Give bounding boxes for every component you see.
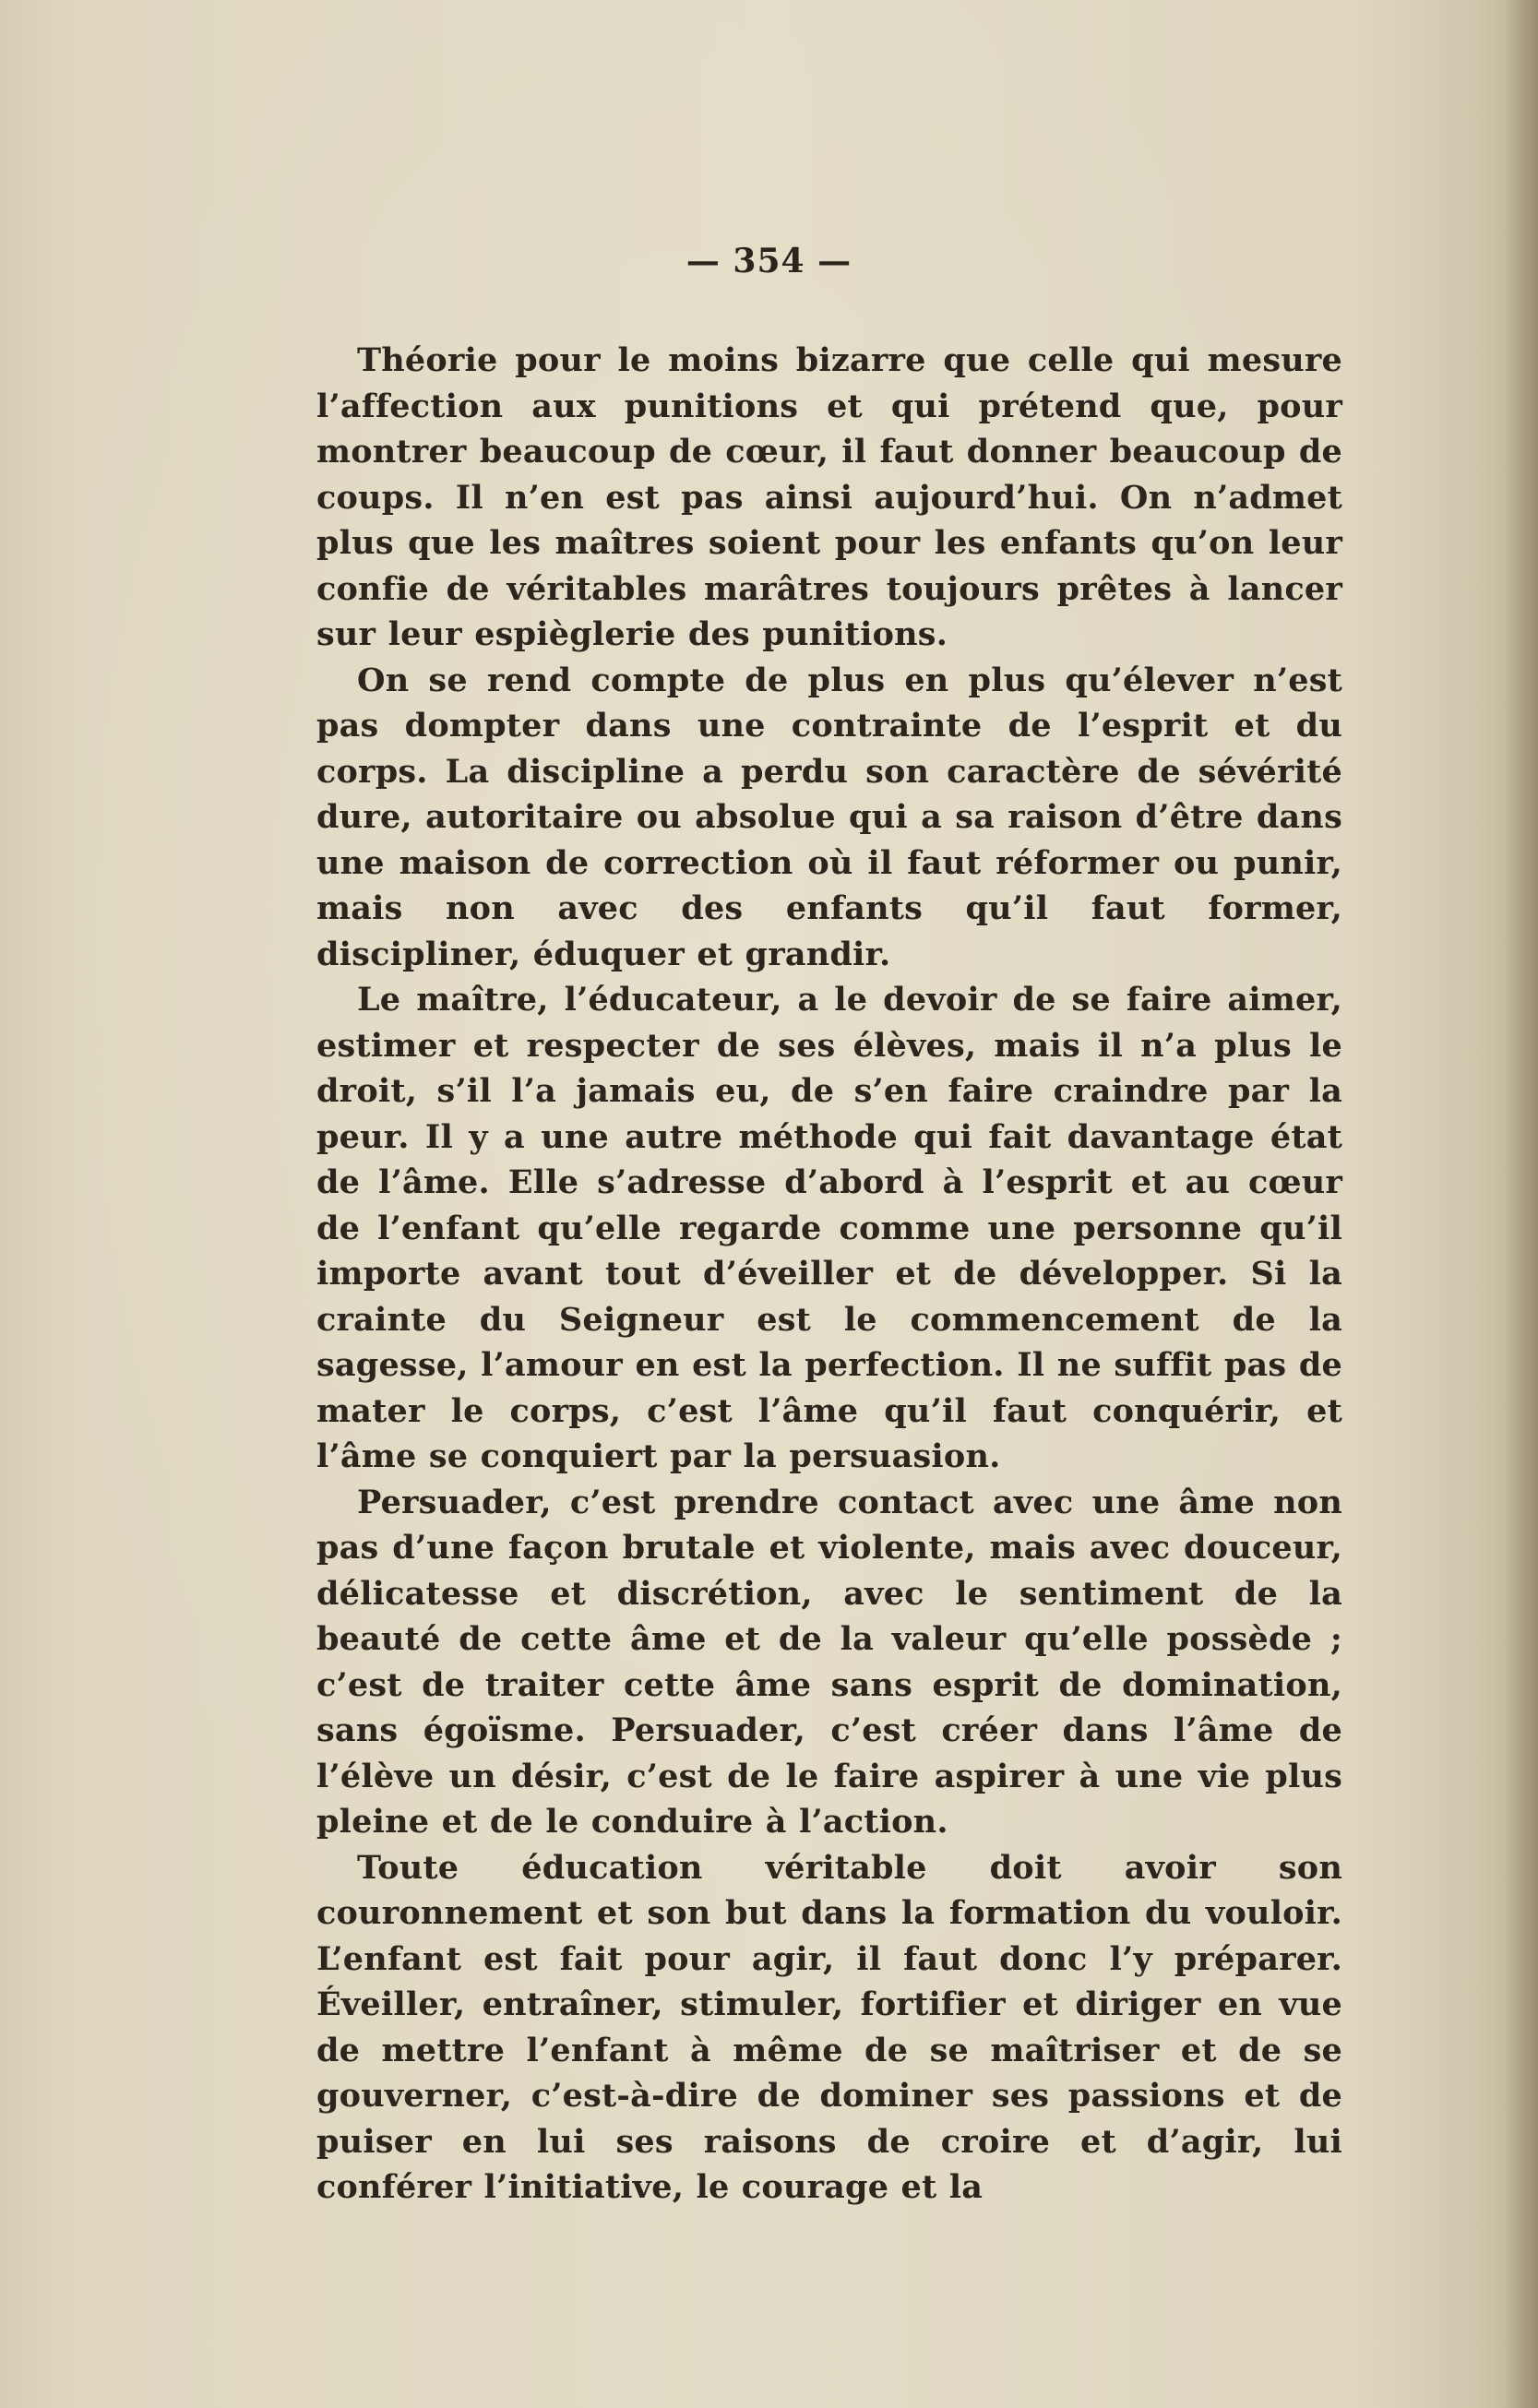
body-text (316, 338, 1342, 2211)
paragraph-3: Le maître, l’éducateur, a le devoir de se faire aimer, estimer et respecter de ses élèves, mais il n’a plus le droit, s’il l’a jamais eu, de s’en faire craindre par la peur. Il y a une autre méthode qui fait davantage état de l’âme. Elle s’adresse d’abord à l’esprit et au cœur de l’enfant qu’elle regarde comme une personne qu’il importe avant tout d’éveiller et de développer. Si la crainte du Seigneur est le commencement de la sagesse, l’amour en est la perfection. Il ne suffit pas de mater le corps, c’est l’âme qu’il faut conquérir, et l’âme se conquiert par la persuasion. (316, 981, 1342, 1475)
paragraph-2: On se rend compte de plus en plus qu’élever n’est pas dompter dans une contrainte de l’esprit et du corps. La discipline a perdu son caractère de sévérité dure, autoritaire ou absolue qui a sa raison d’être dans une maison de correction où il faut réformer ou punir, mais non avec des enfants qu’il faut former, discipliner, éduquer et grandir. (316, 661, 1342, 973)
page-number: — 354 — (686, 242, 852, 280)
paragraph-5: Toute éducation véritable doit avoir son couronnement et son but dans la formation du vouloir. L’enfant est fait pour agir, il faut donc l’y préparer. Éveiller, entraîner, stimuler, fortifier et diriger en vue de mettre l’enfant à même de se maîtriser et de se gouverner, c’est-à-dire de dominer ses passions et de puiser en lui ses raisons de croire et d’agir, lui conférer l’initiative, le courage et la (316, 1848, 1342, 2206)
paragraph-1: Théorie pour le moins bizarre que celle qui mesure l’affection aux punitions et qui prétend que, pour montrer beaucoup de cœur, il faut donner beaucoup de coups. Il n’en est pas ainsi aujourd’hui. On n’admet plus que les maîtres soient pour les enfants qu’on leur confie de véritables marâtres toujours prêtes à lancer sur leur espièglerie des punitions. (316, 341, 1342, 653)
paragraph-4: Persuader, c’est prendre contact avec une âme non pas d’une façon brutale et violente, mais avec douceur, délicatesse et discrétion, avec le sentiment de la beauté de cette âme et de la valeur qu’elle possède ; c’est de traiter cette âme sans esprit de domination, sans égoïsme. Persuader, c’est créer dans l’âme de l’élève un désir, c’est de le faire aspirer à une vie plus pleine et de le conduire à l’action. (316, 1483, 1342, 1841)
